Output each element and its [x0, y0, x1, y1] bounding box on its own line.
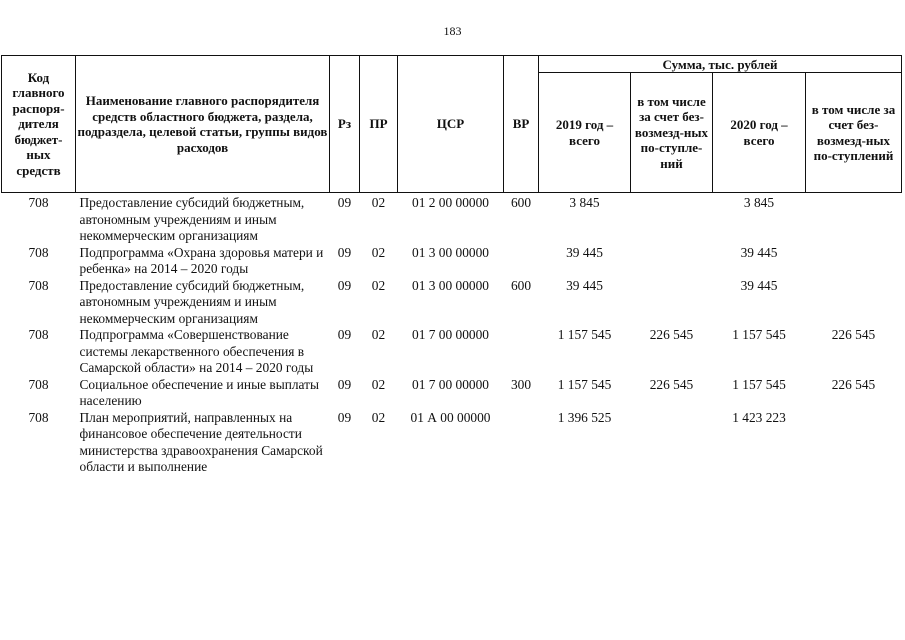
cell-gratuitous-2020 [806, 410, 902, 476]
header-pr: ПР [360, 56, 398, 193]
page-number: 183 [443, 24, 462, 38]
cell-name: План мероприятий, направленных на финансовое обеспечение деятельности министерства здравоохранения Самарской области и выполнение [79, 409, 323, 474]
cell-vr: 600 [510, 277, 532, 293]
cell-rz: 09 [337, 244, 352, 260]
header-vr: ВР [504, 56, 539, 193]
cell-pr: 02 [371, 195, 386, 210]
cell-csr: 01 2 00 00000 [412, 195, 489, 210]
cell-code: 708 [28, 195, 49, 210]
cell-gratuitous-2020 [806, 193, 902, 245]
cell-gratuitous-2020 [806, 278, 902, 328]
header-2019-gratuitous: в том числе за счет без-возмезд-ных по-ступле-ний [631, 73, 713, 193]
cell-sum-2019: 3 845 [569, 195, 600, 210]
cell-name: Подпрограмма «Охрана здоровья матери и ребенка» на 2014 – 2020 годы [79, 244, 324, 276]
cell-sum-2020: 39 445 [740, 277, 778, 293]
header-code: Код главного распоря-дителя бюджет-ных средств [2, 56, 76, 193]
cell-vr [504, 410, 539, 476]
cell-code: 708 [28, 376, 49, 392]
cell-code: 708 [28, 409, 49, 425]
cell-rz: 09 [337, 195, 352, 210]
cell-sum-2020: 1 157 545 [732, 376, 786, 392]
cell-vr: 600 [510, 195, 532, 210]
header-2020-gratuitous: в том числе за счет без-возмезд-ных по-ступлений [806, 73, 902, 193]
cell-sum-2019: 1 157 545 [557, 376, 612, 392]
cell-name: Предоставление субсидий бюджетным, автономным учреждениям и иным некоммерческим организациям [79, 277, 305, 326]
cell-rz: 09 [337, 277, 352, 293]
cell-csr: 01 3 00 00000 [412, 244, 489, 260]
cell-name: Предоставление субсидий бюджетным, автономным учреждениям и иным некоммерческим организациям [79, 195, 305, 243]
cell-code: 708 [28, 277, 49, 293]
cell-gratuitous-2019 [631, 410, 713, 476]
cell-sum-2020: 3 845 [743, 195, 775, 210]
cell-pr: 02 [371, 409, 386, 425]
cell-pr: 02 [371, 327, 386, 342]
cell-name: Подпрограмма «Совершенствование системы лекарственного обеспечения в Самарской области» на 2014 – 2020 годы [79, 327, 314, 375]
header-2020-total: 2020 год – всего [713, 73, 806, 193]
table-row [2, 245, 902, 278]
cell-vr: 300 [510, 376, 532, 392]
cell-pr: 02 [371, 277, 386, 293]
cell-sum-2020: 1 157 545 [732, 327, 786, 342]
cell-sum-2019: 39 445 [566, 277, 603, 293]
cell-sum-2019: 1 157 545 [557, 327, 612, 342]
cell-rz: 09 [337, 327, 352, 342]
cell-gratuitous-2020: 226 545 [831, 327, 876, 342]
cell-pr: 02 [371, 244, 386, 260]
cell-vr [504, 245, 539, 278]
cell-gratuitous-2020: 226 545 [831, 376, 876, 392]
cell-vr [504, 327, 539, 377]
cell-sum-2019: 1 396 525 [557, 409, 612, 425]
table-row [2, 410, 902, 476]
header-rz: Рз [330, 56, 360, 193]
table-header [2, 56, 902, 193]
cell-sum-2019: 39 445 [566, 244, 603, 260]
cell-rz: 09 [337, 409, 352, 425]
cell-csr: 01 7 00 00000 [412, 376, 489, 392]
cell-gratuitous-2019 [631, 193, 713, 245]
budget-table [1, 55, 902, 476]
cell-code: 708 [28, 327, 49, 342]
header-csr: ЦСР [398, 56, 504, 193]
cell-gratuitous-2019: 226 545 [649, 327, 694, 342]
table-body [2, 193, 902, 476]
cell-sum-2020: 1 423 223 [732, 409, 786, 425]
cell-csr: 01 3 00 00000 [412, 277, 489, 293]
cell-gratuitous-2019 [631, 245, 713, 278]
table-row [2, 193, 902, 245]
cell-pr: 02 [371, 376, 386, 392]
table-row [2, 278, 902, 328]
table-row [2, 327, 902, 377]
header-sum-group: Сумма, тыс. рублей [539, 56, 902, 73]
table-row [2, 377, 902, 410]
cell-code: 708 [28, 244, 49, 260]
cell-sum-2020: 39 445 [740, 244, 778, 260]
cell-gratuitous-2020 [806, 245, 902, 278]
cell-gratuitous-2019 [631, 278, 713, 328]
header-name: Наименование главного распорядителя средств областного бюджета, раздела, подраздела, целевой статьи, группы видов расходов [76, 56, 330, 193]
cell-name: Социальное обеспечение и иные выплаты населению [79, 376, 320, 408]
cell-csr: 01 7 00 00000 [412, 327, 489, 342]
cell-gratuitous-2019: 226 545 [649, 376, 694, 392]
cell-csr: 01 А 00 00000 [410, 409, 491, 425]
header-2019-total: 2019 год – всего [539, 73, 631, 193]
cell-rz: 09 [337, 376, 352, 392]
